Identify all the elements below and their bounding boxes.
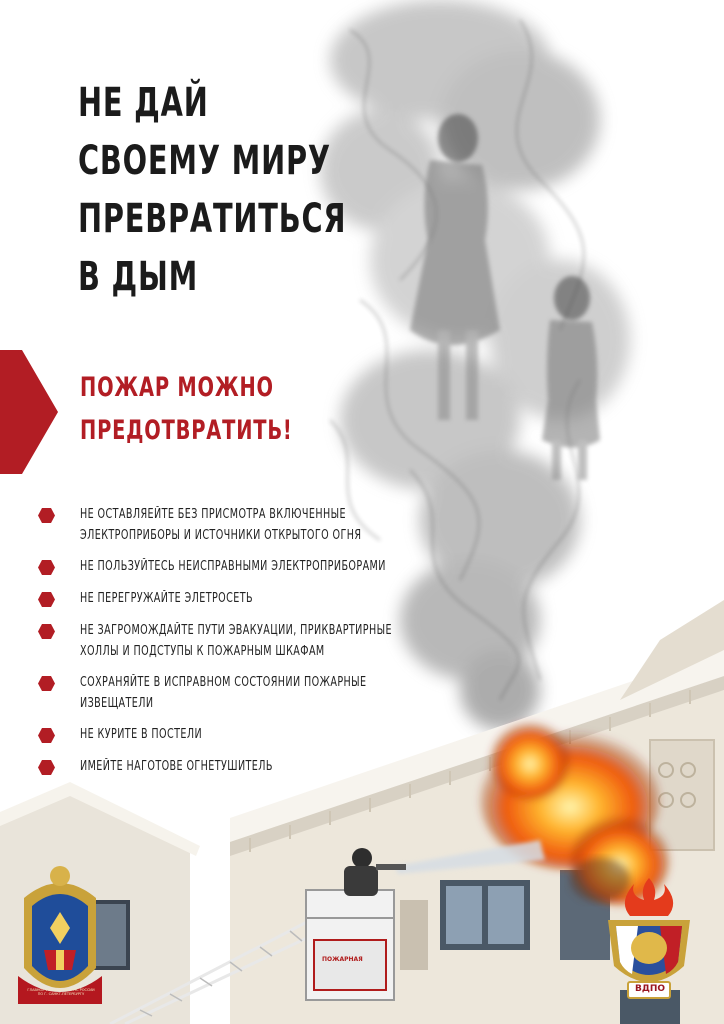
basket-label: ПОЖАРНАЯ xyxy=(322,956,363,963)
rule-text: НЕ ЗАГРОМОЖДАЙТЕ ПУТИ ЭВАКУАЦИИ, ПРИКВАРТИРНЫЕ ХОЛЛЫ И ПОДСТУПЫ К ПОЖАРНЫМ ШКАФАМ xyxy=(80,623,392,659)
slogan-line: ПРЕДОТВРАТИТЬ! xyxy=(80,415,293,446)
emblem-caption: ГЛАВНОЕ УПРАВЛЕНИЕ МЧС РОССИИ ПО Г. САНКТ-ПЕТЕРБУРГУ xyxy=(27,988,95,996)
slogan-line: ПОЖАР МОЖНО xyxy=(80,372,274,403)
rule-text: НЕ ПОЛЬЗУЙТЕСЬ НЕИСПРАВНЫМИ ЭЛЕКТРОПРИБОРАМИ xyxy=(80,559,386,574)
headline-line: ПРЕВРАТИТЬСЯ xyxy=(78,196,347,242)
headline-line: СВОЕМУ МИРУ xyxy=(78,138,331,184)
rule-text: НЕ ПЕРЕГРУЖАЙТЕ ЭЛЕТРОСЕТЬ xyxy=(80,591,253,606)
rule-text: НЕ ОСТАВЛЯЕЙТЕ БЕЗ ПРИСМОТРА ВКЛЮЧЕННЫЕ ЭЛЕКТРОПРИБОРЫ И ИСТОЧНИКИ ОТКРЫТОГО ОГНЯ xyxy=(80,507,362,543)
rule-text: НЕ КУРИТЕ В ПОСТЕЛИ xyxy=(80,727,203,742)
chevron-arrow-icon xyxy=(0,350,58,474)
vdpo-label: ВДПО xyxy=(634,984,666,994)
headline-line: НЕ ДАЙ xyxy=(78,80,209,126)
headline-line: В ДЫМ xyxy=(78,254,199,300)
hexagon-bullet-icon xyxy=(38,560,55,575)
hexagon-bullet-icon xyxy=(38,508,55,523)
emercom-coat-of-arms-emblem xyxy=(14,858,106,1008)
rule-text: СОХРАНЯЙТЕ В ИСПРАВНОМ СОСТОЯНИИ ПОЖАРНЫЕ ИЗВЕЩАТЕЛИ xyxy=(80,675,367,711)
headline xyxy=(78,74,413,306)
rule-text: ИМЕЙТЕ НАГОТОВЕ ОГНЕТУШИТЕЛЬ xyxy=(80,759,273,774)
slogan xyxy=(80,366,346,452)
